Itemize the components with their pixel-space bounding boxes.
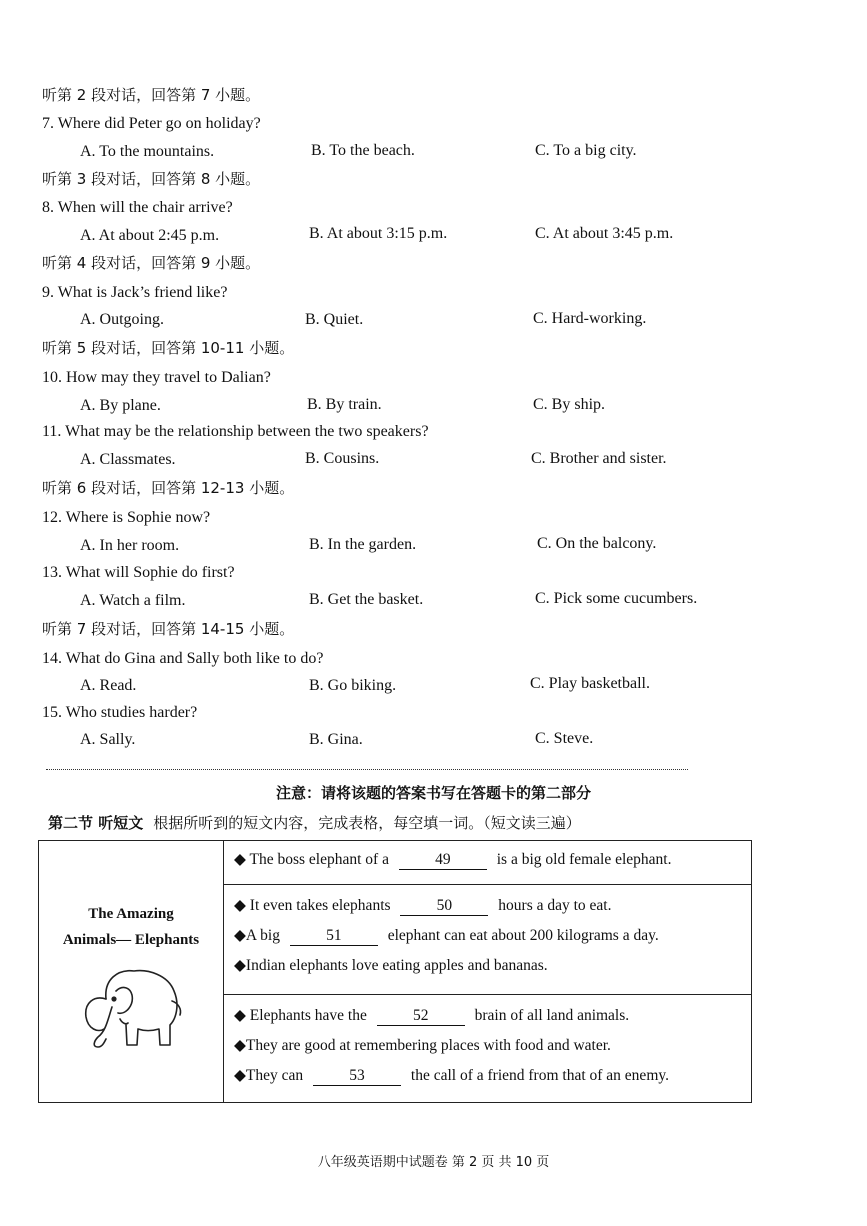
q7-option-c: C. To a big city. [535,142,637,159]
table-title [39,901,223,953]
q8-option-c: C. At about 3:45 p.m. [535,225,674,242]
row-brain [224,995,752,1103]
q10-option-a: A. By plane. [80,397,161,414]
row3b-text: ◆They are good at remembering places with food and water. [234,1037,611,1054]
q12-option-b: B. In the garden. [309,536,417,553]
q13-option-b: B. Get the basket. [309,591,424,608]
row1-prefix: ◆ The boss elephant of a [234,851,389,868]
section-instruction: 根据所听到的短文内容，完成表格，每空填一词。（短文读三遍） [153,814,581,832]
dialogue-6-header: 听第 6 段对话，回答第 12-13 小题。 [42,479,295,497]
q15-option-a: A. Sally. [80,731,136,748]
row2a-suffix: hours a day to eat. [498,897,612,914]
q8-option-a: A. At about 2:45 p.m. [80,227,220,244]
row3c-prefix: ◆They can [234,1067,304,1084]
q7-option-a: A. To the mountains. [80,143,215,160]
question-14: 14. What do Gina and Sally both like to do? [42,650,324,667]
blank-50[interactable]: 50 [400,897,488,916]
row2c-text: ◆Indian elephants love eating apples and bananas. [234,957,548,974]
elephant-table [38,840,752,1103]
table-title-line-1: The Amazing [88,906,174,922]
dialogue-2-header: 听第 2 段对话，回答第 7 小题。 [42,86,261,104]
dialogue-4-header: 听第 4 段对话，回答第 9 小题。 [42,254,261,272]
q8-option-b: B. At about 3:15 p.m. [309,225,448,242]
table-title-line-2: Animals— Elephants [62,932,200,948]
row3c-suffix: the call of a friend from that of an enemy. [410,1067,669,1084]
question-8: 8. When will the chair arrive? [42,199,233,216]
row3a-prefix: ◆ Elephants have the [234,1007,367,1024]
row2b-suffix: elephant can eat about 200 kilograms a day. [387,927,659,944]
dialogue-3-header: 听第 3 段对话，回答第 8 小题。 [42,170,261,188]
q11-option-c: C. Brother and sister. [531,450,667,467]
dotted-divider [46,769,688,770]
row2a-prefix: ◆ It even takes elephants [234,897,391,914]
question-7: 7. Where did Peter go on holiday? [42,115,261,132]
table-title-cell [39,841,224,1103]
blank-53[interactable]: 53 [313,1067,401,1086]
row3a-suffix: brain of all land animals. [474,1007,630,1024]
question-10: 10. How may they travel to Dalian? [42,369,271,386]
blank-49[interactable]: 49 [399,851,487,870]
blank-52[interactable]: 52 [377,1007,465,1026]
q12-option-a: A. In her room. [80,537,180,554]
row1-suffix: is a big old female elephant. [496,851,672,868]
q9-option-a: A. Outgoing. [80,311,164,328]
q13-option-a: A. Watch a film. [80,592,186,609]
q15-option-b: B. Gina. [309,731,363,748]
blank-51[interactable]: 51 [290,927,378,946]
q10-option-c: C. By ship. [533,396,606,413]
q14-option-a: A. Read. [80,677,137,694]
question-9: 9. What is Jack’s friend like? [42,284,228,301]
q14-option-b: B. Go biking. [309,677,397,694]
q9-option-b: B. Quiet. [305,311,364,328]
q11-option-b: B. Cousins. [305,450,380,467]
q9-option-c: C. Hard-working. [533,310,647,327]
question-13: 13. What will Sophie do first? [42,564,235,581]
row-boss-elephant [224,841,752,885]
page-footer: 八年级英语期中试题卷 第 2 页 共 10 页 [317,1155,550,1170]
question-11: 11. What may be the relationship between the two speakers? [42,423,429,440]
dialogue-7-header: 听第 7 段对话，回答第 14-15 小题。 [42,620,295,638]
row2b-prefix: ◆A big [234,927,280,944]
q7-option-b: B. To the beach. [311,142,415,159]
section-title: 第二节 听短文 [48,814,144,832]
row-eating [224,885,752,995]
q10-option-b: B. By train. [307,396,382,413]
q12-option-c: C. On the balcony. [537,535,657,552]
q11-option-a: A. Classmates. [80,451,176,468]
section-heading [48,812,581,833]
q15-option-c: C. Steve. [535,730,594,747]
dialogue-5-header: 听第 5 段对话，回答第 10-11 小题。 [42,339,295,357]
question-15: 15. Who studies harder? [42,704,198,721]
q14-option-c: C. Play basketball. [530,675,650,692]
q13-option-c: C. Pick some cucumbers. [535,590,698,607]
question-12: 12. Where is Sophie now? [42,509,211,526]
elephant-image [76,961,186,1053]
answer-note: 注意：请将该题的答案书写在答题卡的第二部分 [275,784,591,802]
